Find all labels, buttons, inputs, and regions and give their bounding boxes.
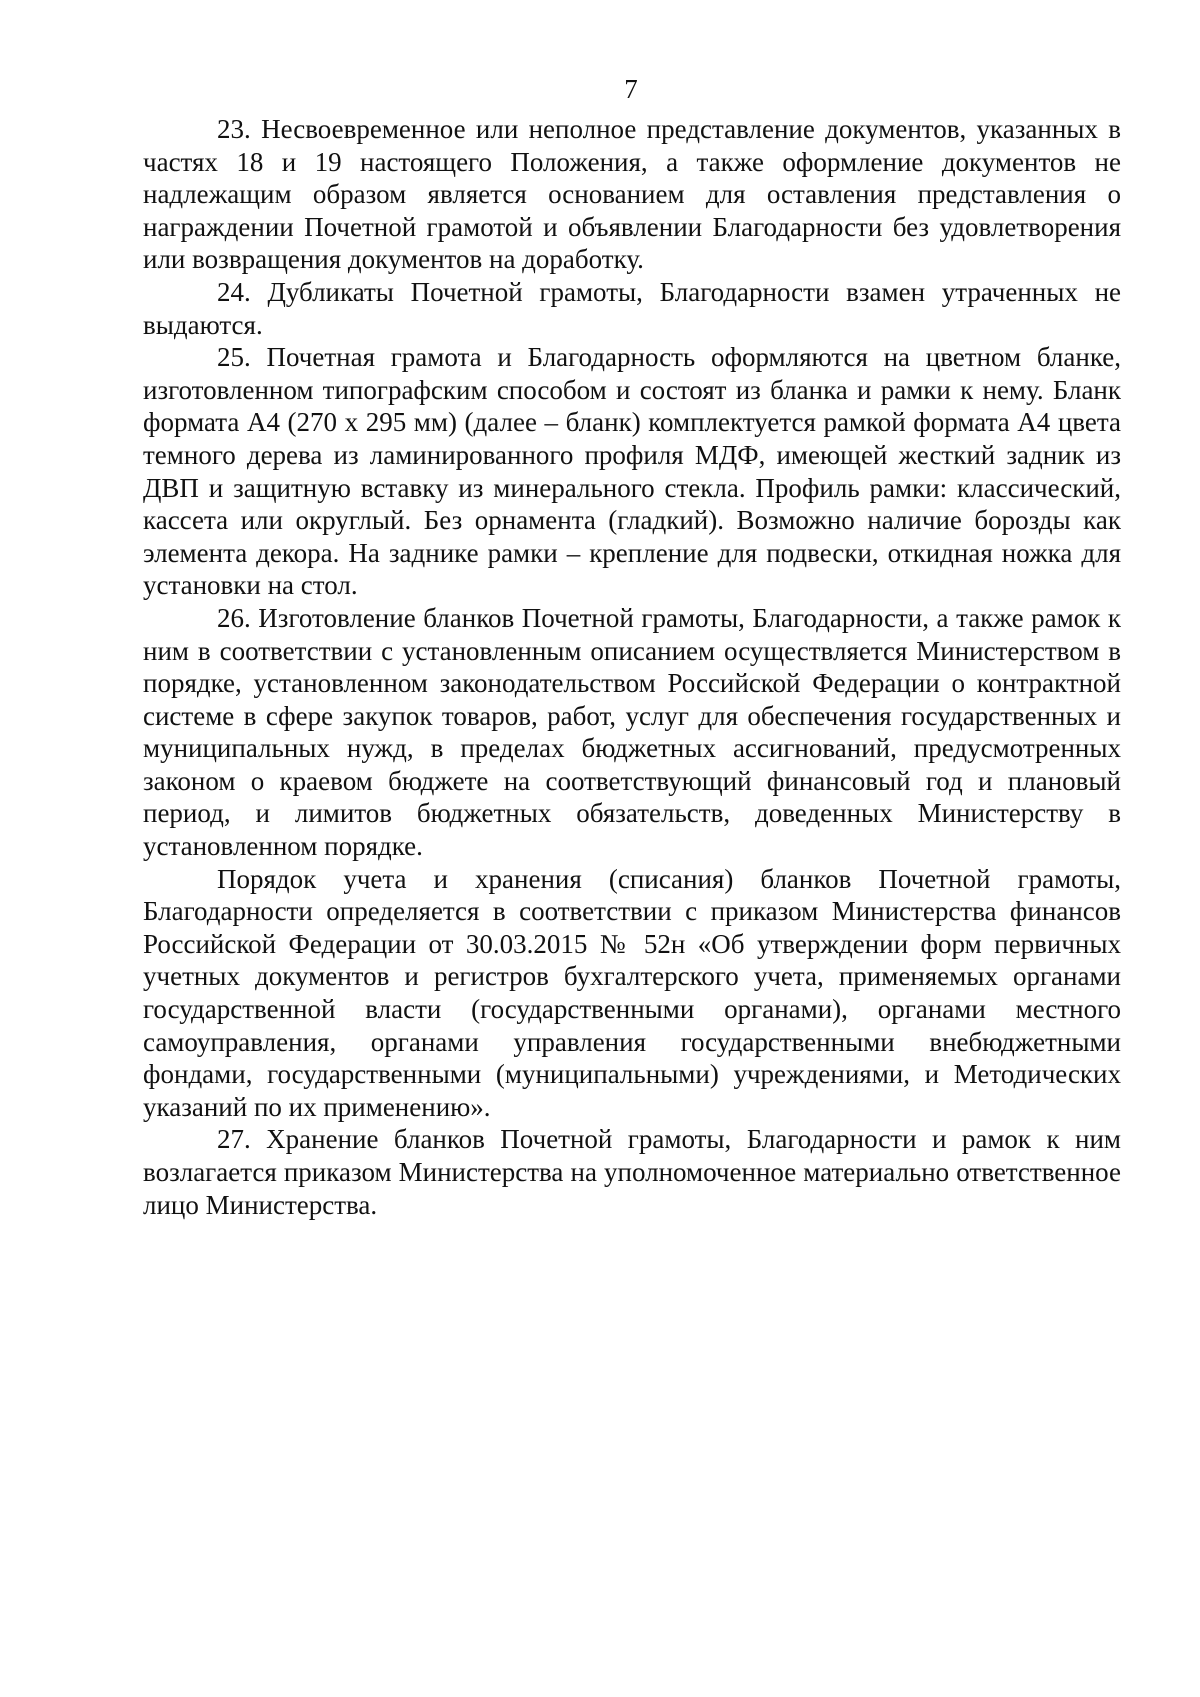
page-number: 7 <box>624 74 638 104</box>
paragraph-26-continuation: Порядок учета и хранения (списания) бланков Почетной грамоты, Благодарности определяется в соответствии с приказом Министерства финансов Российской Федерации от 30.03.2015 № 52н «Об утверждении форм первичных учетных документов и регистров бухгалтерского учета, применяемых органами государственной власти (государственными органами), органами местного самоуправления, органами управления государственными внебюджетными фондами, государственными (муниципальными) учреждениями, и Методических указаний по их применению». <box>143 863 1121 1122</box>
paragraph-26: 26. Изготовление бланков Почетной грамоты, Благодарности, а также рамок к ним в соответствии с установленным описанием осуществляется Министерством в порядке, установленном законодательством Российской Федерации о контрактной системе в сфере закупок товаров, работ, услуг для обеспечения государственных и муниципальных нужд, в пределах бюджетных ассигнований, предусмотренных законом о краевом бюджете на соответствующий финансовый год и плановый период, и лимитов бюджетных обязательств, доведенных Министерству в установленном порядке. <box>143 602 1121 862</box>
paragraph-25: 25. Почетная грамота и Благодарность оформляются на цветном бланке, изготовленном типографским способом и состоят из бланка и рамки к нему. Бланк формата А4 (270 х 295 мм) (далее – бланк) комплектуется рамкой формата А4 цвета темного дерева из ламинированного профиля МДФ, имеющей жесткий задник из ДВП и защитную вставку из минерального стекла. Профиль рамки: классический, кассета или округлый. Без орнамента (гладкий). Возможно наличие борозды как элемента декора. На заднике рамки – крепление для подвески, откидная ножка для установки на стол. <box>143 342 1121 601</box>
document-body <box>143 113 1121 1221</box>
paragraph-27: 27. Хранение бланков Почетной грамоты, Благодарности и рамок к ним возлагается приказом Министерства на уполномоченное материально ответственное лицо Министерства. <box>143 1124 1121 1220</box>
paragraph-23: 23. Несвоевременное или неполное представление документов, указанных в частях 18 и 19 настоящего Положения, а также оформление документов не надлежащим образом является основанием для оставления представления о награждении Почетной грамотой и объявлении Благодарности без удовлетворения или возвращения документов на доработку. <box>143 114 1121 275</box>
paragraph-24: 24. Дубликаты Почетной грамоты, Благодарности взамен утраченных не выдаются. <box>143 276 1121 340</box>
